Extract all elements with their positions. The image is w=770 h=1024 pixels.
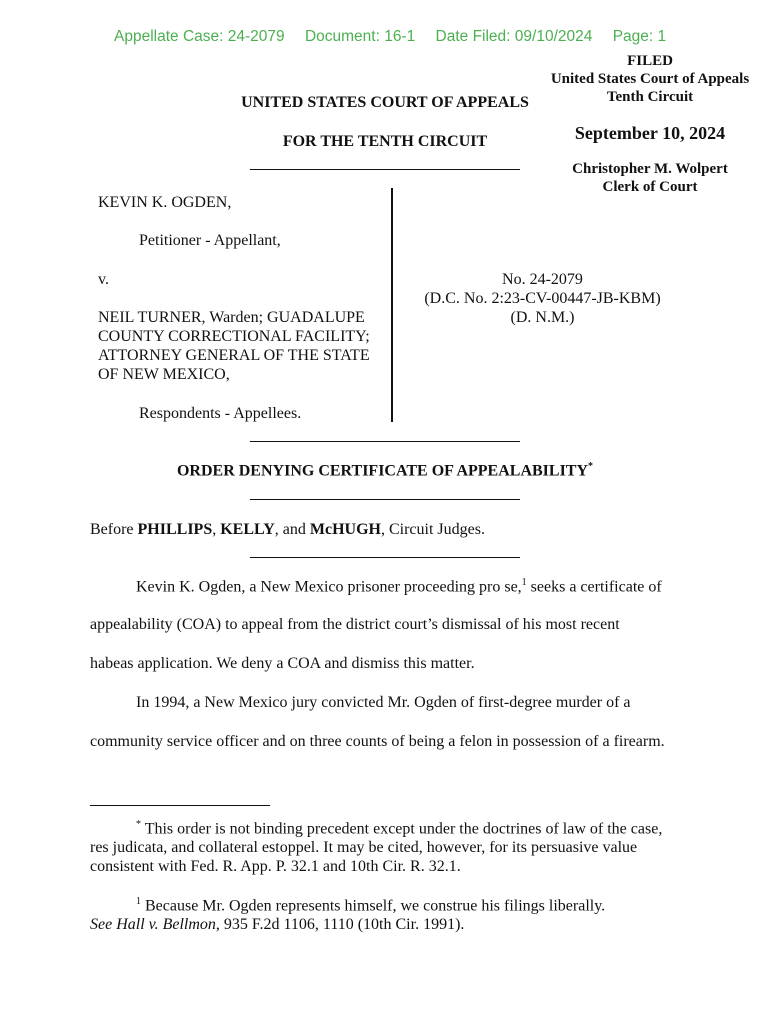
respondents-line: ATTORNEY GENERAL OF THE STATE (98, 347, 370, 364)
order-title-footnote-mark: * (588, 461, 594, 472)
body-line: habeas application. We deny a COA and dismiss this matter. (90, 655, 475, 672)
header-page: Page: 1 (612, 28, 667, 45)
header-case-number: Appellate Case: 24-2079 (114, 28, 285, 45)
respondents-name (98, 308, 370, 384)
body-line: community service officer and on three counts of being a felon in possession of a firearm. (90, 733, 665, 750)
judge-kelly: KELLY (220, 521, 275, 538)
respondents-line: NEIL TURNER, Warden; GUADALUPE (98, 309, 365, 326)
petitioner-name: KEVIN K. OGDEN, (98, 194, 232, 211)
circuit-name: FOR THE TENTH CIRCUIT (282, 133, 488, 150)
footnote-separator (90, 805, 270, 806)
case-number (400, 270, 685, 327)
stamp-clerk-name: Christopher M. Wolpert (572, 161, 728, 177)
body-line: Kevin K. Ogden, a New Mexico prisoner proceeding pro se,$^1$ seeks a certificate of (136, 577, 662, 596)
panel-judges: Before PHILLIPS, KELLY, and McHUGH, Circuit Judges. (90, 521, 485, 538)
respondents-role: Respondents - Appellees. (139, 405, 302, 422)
district-case-number: (D.C. No. 2:23-CV-00447-JB-KBM) (424, 290, 661, 307)
footnote-ref-1: 1 (521, 577, 527, 588)
judge-mchugh: McHUGH (309, 521, 381, 538)
caption-divider (391, 188, 393, 422)
body-line: appealability (COA) to appeal from the district court’s dismissal of his most recent (90, 616, 620, 633)
header-date-filed: Date Filed: 09/10/2024 (435, 28, 593, 45)
header-document: Document: 16-1 (304, 28, 416, 45)
footnote-2-mark: 1 (136, 896, 141, 907)
footnote-1: * This order is not binding precedent except under the doctrines of law of the case, res judicata, and collateral estoppel. It may be cited, however, for its persuasive value consistent with Fed. R. App. P. 32.1 and 10th Cir. R. 32.1. (90, 819, 663, 876)
versus: v. (98, 271, 109, 288)
footnote-2: $^1$ Because Mr. Ogden represents himself, we construe his filings liberally. See Hall v. Bellmon, 935 F.2d 1106, 1110 (10th Cir. 1991). (90, 896, 606, 934)
order-title-text: ORDER DENYING CERTIFICATE OF APPEALABILITY (176, 462, 589, 480)
divider-caption (250, 441, 520, 442)
stamp-circuit: Tenth Circuit (606, 89, 694, 105)
body-line: In 1994, a New Mexico jury convicted Mr. Ogden of first-degree murder of a (136, 694, 631, 711)
footnote-1-mark: * (136, 819, 141, 830)
divider-top (250, 169, 520, 170)
stamp-date: September 10, 2024 (574, 123, 726, 143)
stamp-court: United States Court of Appeals (550, 71, 750, 87)
divider-judges (250, 557, 520, 558)
divider-order (250, 499, 520, 500)
stamp-clerk-title: Clerk of Court (602, 179, 698, 195)
respondents-line: OF NEW MEXICO, (98, 366, 230, 383)
filed-stamp (540, 52, 760, 196)
stamp-filed: FILED (627, 53, 673, 69)
petitioner-role: Petitioner - Appellant, (139, 232, 281, 249)
respondents-line: COUNTY CORRECTIONAL FACILITY; (98, 328, 370, 345)
appeal-number: No. 24-2079 (502, 271, 583, 288)
court-name: UNITED STATES COURT OF APPEALS (241, 94, 529, 111)
district-court: (D. N.M.) (510, 309, 575, 326)
judge-phillips: PHILLIPS (137, 521, 213, 538)
case-header (114, 28, 682, 46)
order-title (0, 461, 770, 480)
citation-case-name: See Hall v. Bellmon (90, 916, 216, 934)
